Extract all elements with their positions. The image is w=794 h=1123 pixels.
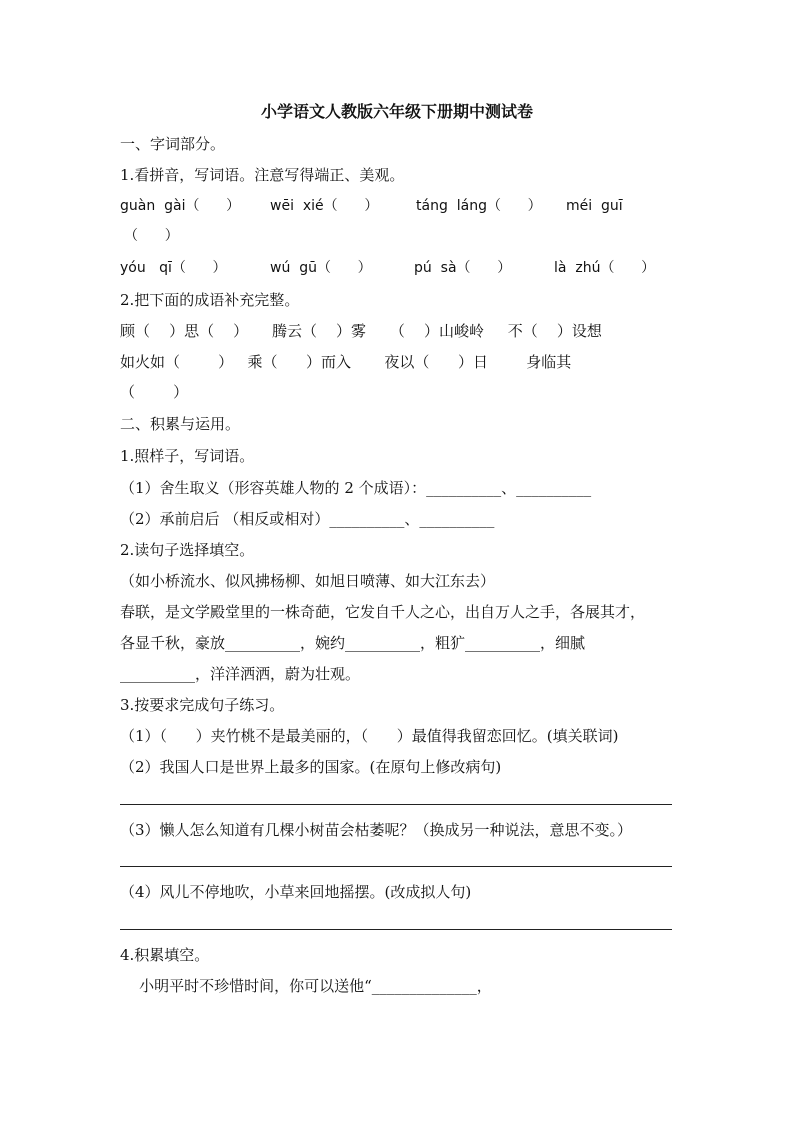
idiom-row-2: 如火如（ ） 乘（ ）而入 夜以（ ）日 身临其 <box>120 353 572 371</box>
pinyin-item-4: méi guī <box>566 198 623 214</box>
idiom-row-2-blank: （ ） <box>120 383 189 401</box>
page-title: 小学语文人教版六年级下册期中测试卷 <box>260 102 533 121</box>
pinyin-item-6: wú gū（ ） <box>270 260 372 276</box>
answer-line-3[interactable] <box>120 929 672 930</box>
section1-heading: 一、字词部分。 <box>120 135 226 153</box>
s2-q3-item-3: （3）懒人怎么知道有几棵小树苗会枯萎呢？（换成另一种说法，意思不变。） <box>120 821 633 839</box>
idiom-row-1: 顾（ ）思（ ） 腾云（ ）雾 （ ）山峻岭 不（ ）设想 <box>120 322 602 340</box>
s2-q2-options: （如小桥流水、似风拂杨柳、如旭日喷薄、如大江东去） <box>120 572 496 590</box>
pinyin-item-1: guàn gài（ ） <box>120 198 241 214</box>
answer-line-1[interactable] <box>120 804 672 805</box>
q2-prompt: 2.把下面的成语补充完整。 <box>120 291 300 309</box>
s2-q3-item-1: （1）（ ）夹竹桃不是最美丽的，（ ）最值得我留恋回忆。(填关联词) <box>120 727 619 745</box>
pinyin-item-8: là zhú（ ） <box>554 260 656 276</box>
s2-q2-line-3: __________，洋洋洒洒，蔚为壮观。 <box>120 665 361 683</box>
answer-line-2[interactable] <box>120 866 672 867</box>
s2-q2-prompt: 2.读句子选择填空。 <box>120 541 255 559</box>
s2-q2-line-1: 春联，是文学殿堂里的一株奇葩，它发自千人之心，出自万人之手，各展其才， <box>120 603 646 621</box>
pinyin-item-3: táng láng（ ） <box>416 198 542 214</box>
s2-q3-item-2: （2）我国人口是世界上最多的国家。(在原句上修改病句) <box>120 758 502 776</box>
pinyin-item-5: yóu qī（ ） <box>120 260 227 276</box>
s2-q1-item-2: （2）承前启后 （相反或相对）__________、__________ <box>120 510 495 528</box>
s2-q3-item-4: （4）风儿不停地吹，小草来回地摇摆。(改成拟人句) <box>120 883 472 901</box>
s2-q4-prompt: 4.积累填空。 <box>120 946 210 964</box>
s2-q2-line-2: 各显千秋，豪放__________，婉约__________，粗犷__________，细腻 <box>120 634 586 652</box>
s2-q1-prompt: 1.照样子，写词语。 <box>120 447 255 465</box>
s2-q3-prompt: 3.按要求完成句子练习。 <box>120 696 285 714</box>
section2-heading: 二、积累与运用。 <box>120 415 241 433</box>
pinyin-item-4-blank: （ ） <box>124 228 179 244</box>
q1-prompt: 1.看拼音，写词语。注意写得端正、美观。 <box>120 166 405 184</box>
s2-q4-line-1: 小明平时不珍惜时间，你可以送他“______________， <box>120 977 492 995</box>
pinyin-item-7: pú sà（ ） <box>414 260 512 276</box>
s2-q1-item-1: （1）舍生取义（形容英雄人物的 2 个成语）：__________、__________ <box>120 479 592 497</box>
pinyin-item-2: wēi xié（ ） <box>270 198 379 214</box>
